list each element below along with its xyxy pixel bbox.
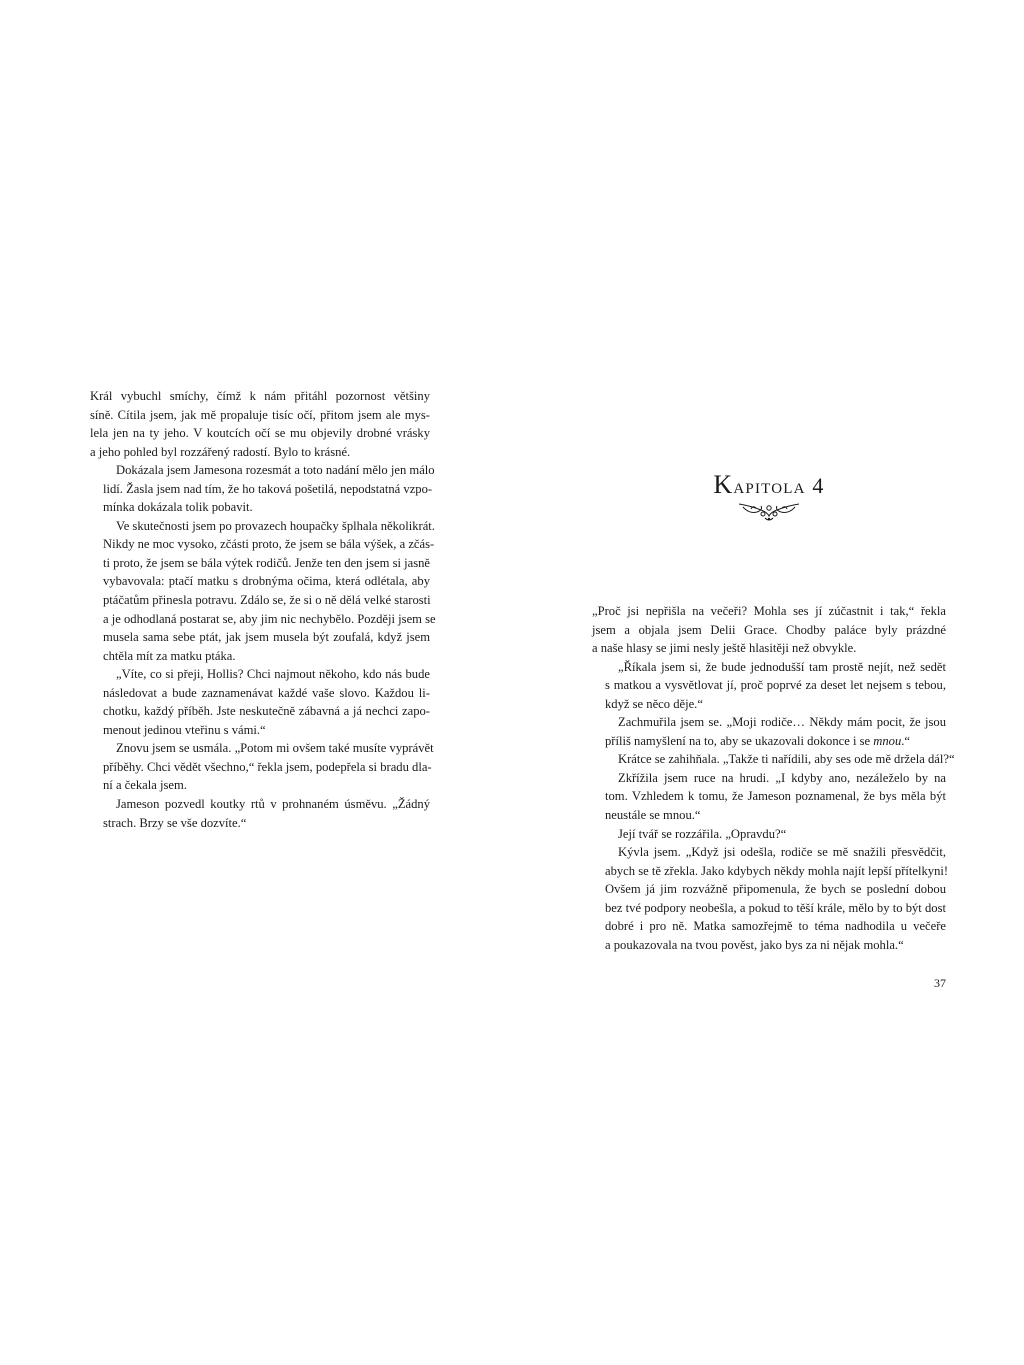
text-line: Ovšem já jim rozvážně připomenula, že bych se poslední dobou xyxy=(605,882,946,897)
chapter-initial: K xyxy=(713,470,734,499)
text-line: Zkřížila jsem ruce na hrudi. „I kdyby ano, nezáleželo by na xyxy=(618,770,946,785)
paragraph xyxy=(90,387,430,461)
text-line: dobré i pro ně. Matka samozřejmě to téma nadhodila u večeře xyxy=(605,919,946,934)
text-line: Král vybuchl smíchy, čímž k nám přitáhl pozornost většiny xyxy=(90,389,430,403)
text-line: ti proto, že jsem se bála výtek rodičů. Jenže ten den jsem si jasně xyxy=(103,555,430,570)
text-line: lela jen na ty jeho. V koutcích očí se mu objevily drobné vrásky xyxy=(90,426,430,441)
paragraph xyxy=(592,825,946,844)
text-line: strach. Brzy se vše dozvíte.“ xyxy=(103,815,247,830)
chapter-ornament-icon xyxy=(737,500,801,522)
text-line: když se něco děje.“ xyxy=(605,696,703,711)
text-line: ní a čekala jsem. xyxy=(103,778,187,793)
text-line: „Proč jsi nepřišla na večeři? Mohla ses jí zúčastnit i tak,“ řekla xyxy=(592,604,946,618)
text-line: následovat a bude zaznamenávat každé vaše slovo. Každou li- xyxy=(103,685,430,700)
text-line: jsem a objala jsem Delii Grace. Chodby paláce byly prázdné xyxy=(592,622,946,637)
paragraph xyxy=(90,739,434,795)
text-line: s matkou a vysvětlovat jí, proč poprvé za deset let nejsem s tebou, xyxy=(605,678,946,693)
paragraph xyxy=(592,769,946,825)
text-line: „Říkala jsem si, že bude jednodušší tam prostě nejít, než sedět xyxy=(618,659,946,674)
paragraph xyxy=(90,795,430,832)
text-line: chotku, každý příběh. Jste neskutečně zábavná a já nechci zapo- xyxy=(103,704,430,719)
text-line: Dokázala jsem Jamesona rozesmát a toto nadání mělo jen málo xyxy=(116,463,435,478)
text-line: Zachmuřila jsem se. „Moji rodiče… Někdy mám pocit, že jsou xyxy=(618,715,946,730)
text-line: příběhy. Chci vědět všechno,“ řekla jsem, podepřela si bradu dla- xyxy=(103,759,432,774)
text-line: vybavovala: ptačí matku s drobnýma očima, která odlétala, aby xyxy=(103,574,430,589)
right-page-text xyxy=(592,602,955,954)
paragraph xyxy=(592,750,955,769)
page-number: 37 xyxy=(934,976,946,990)
paragraph xyxy=(592,602,946,658)
text-line: a naše hlasy se jimi nesly ještě hlasitěji než obvykle. xyxy=(592,641,857,656)
text-line: Krátce se zahihňala. „Takže ti nařídili, aby ses ode mě držela dál?“ xyxy=(618,752,955,767)
text-line: chtěla mít za matku ptáka. xyxy=(103,648,236,663)
chapter-title xyxy=(592,470,946,500)
paragraph xyxy=(592,713,946,750)
paragraph xyxy=(90,517,436,665)
text-line: Znovu jsem se usmála. „Potom mi ovšem také musíte vyprávět xyxy=(116,741,434,756)
text-line: příliš namyšlení na to, aby se ukazovali dokonce i se mnou.“ xyxy=(605,733,911,748)
text-line: Její tvář se rozzářila. „Opravdu?“ xyxy=(618,826,787,841)
text-line: Kývla jsem. „Když jsi odešla, rodiče se mě snažili přesvědčit, xyxy=(618,845,946,860)
text-line: a je odhodlaná postarat se, aby jim nic nechybělo. Později jsem se xyxy=(103,611,436,626)
paragraph xyxy=(90,665,430,739)
text-line: a jeho pohled byl rozzářený radostí. Bylo to krásné. xyxy=(90,444,351,459)
text-line: musela sama sebe ptát, jak jsem musela být zoufalá, když jsem xyxy=(103,630,430,645)
paragraph xyxy=(90,461,435,517)
text-line: „Víte, co si přeji, Hollis? Chci najmout někoho, kdo nás bude xyxy=(116,667,430,682)
text-line: abych se tě zřekla. Jako kdybych někdy mohla najít lepší přítelkyni! xyxy=(605,863,949,878)
text-line: neustále se mnou.“ xyxy=(605,808,701,823)
text-line: tom. Vzhledem k tomu, že Jameson poznamenal, že bys měla být xyxy=(605,789,946,804)
paragraph xyxy=(592,843,949,954)
chapter-title-rest: apitola 4 xyxy=(733,473,825,498)
text-line: Ve skutečnosti jsem po provazech houpačky šplhala několikrát. xyxy=(116,518,435,533)
text-line: ptáčatům přinesla potravu. Zdálo se, že si o ně dělá velké starosti xyxy=(103,593,431,608)
emphasis: mnou xyxy=(873,733,902,748)
text-line: lidí. Žasla jsem nad tím, že ho taková pošetilá, nepodstatná vzpo- xyxy=(103,481,433,496)
text-line: menout jedinou vteřinu s vámi.“ xyxy=(103,722,266,737)
text-line: bez tvé podpory neobešla, a pokud to těší krále, mělo by to být dost xyxy=(605,900,946,915)
paragraph xyxy=(592,658,946,714)
left-page-text xyxy=(90,387,436,832)
text-line: a poukazovala na tvou pověst, jako bys za ni nějak mohla.“ xyxy=(605,937,904,952)
text-line: síně. Cítila jsem, jak mě propaluje tisíc očí, přitom jsem ale mys- xyxy=(90,407,430,422)
text-line: mínka dokázala tolik pobavit. xyxy=(103,500,253,515)
text-line: Nikdy ne moc vysoko, zčásti proto, že jsem se bála výšek, a zčás- xyxy=(103,537,435,552)
text-line: Jameson pozvedl koutky rtů v prohnaném úsměvu. „Žádný xyxy=(116,797,430,812)
